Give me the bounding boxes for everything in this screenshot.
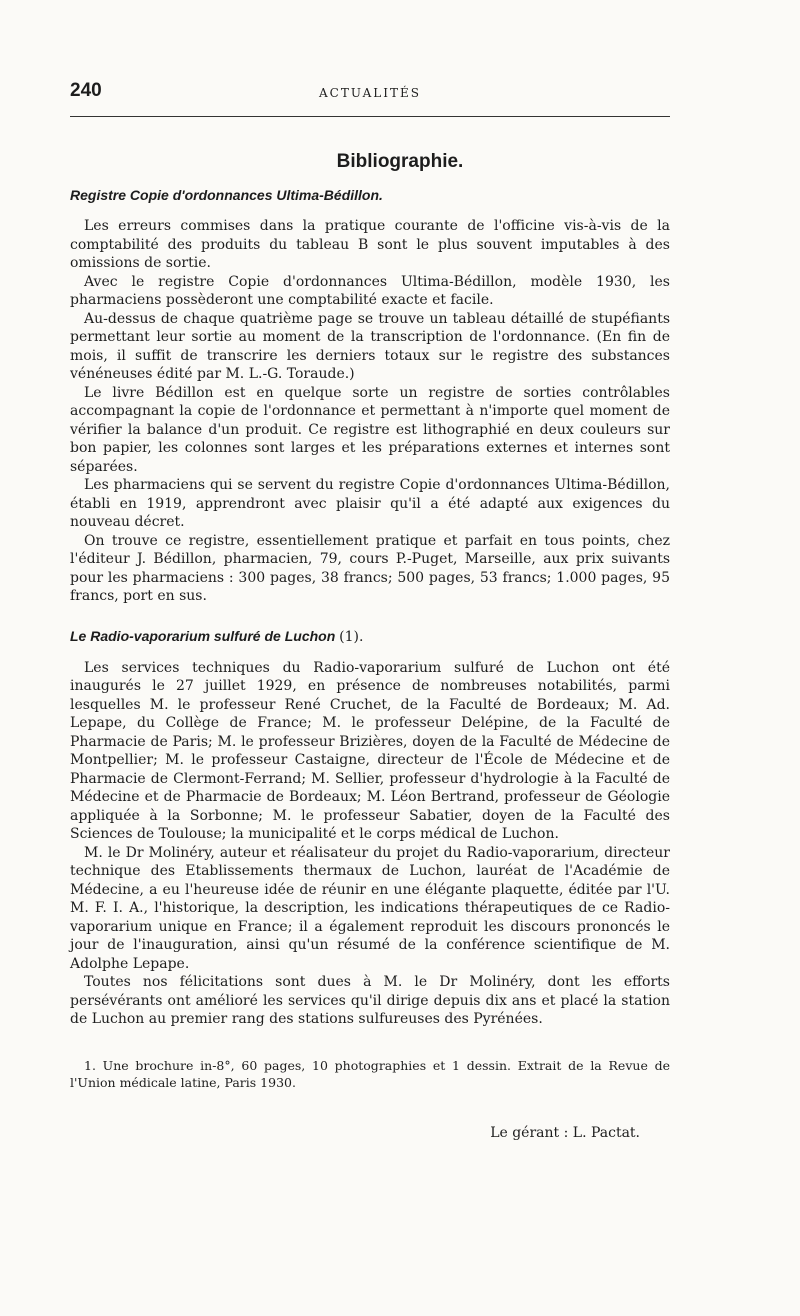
paragraph: Au-dessus de chaque quatrième page se trouve un tableau détaillé de stupéfiants permettant leur sortie au moment de la transcription de l'ordonnance. (En fin de mois, il suffit de transcrire les derniers totaux sur le registre des substances vénéneuses édité par M. L.-G. Toraude.) [70, 310, 670, 382]
page-number: 240 [70, 80, 102, 101]
paragraph: Les services techniques du Radio-vaporarium sulfuré de Luchon ont été inaugurés le 27 juillet 1929, en présence de nombreuses notabilités, parmi lesquelles M. le professeur René Cruchet, de la Faculté de Bordeaux; M. Ad. Lepape, du Collège de France; M. le professeur Delépine, de la Faculté de Pharmacie de Paris; M. le professeur Brizières, doyen de la Faculté de Médecine de Montpellier; M. le professeur Castaigne, directeur de l'École de Médecine et de Pharmacie de Clermont-Ferrand; M. Sellier, professeur d'hydrologie à la Faculté de Médecine et de Pharmacie de Bordeaux; M. Léon Bertrand, professeur de Géologie appliquée à la Sorbonne; M. le professeur Sabatier, doyen de la Faculté des Sciences de Toulouse; la municipalité et le corps médical de Luchon. [70, 659, 670, 842]
paragraph: On trouve ce registre, essentiellement pratique et parfait en tous points, chez l'éditeur J. Bédillon, pharmacien, 79, cours P.-Puget, Marseille, aux prix suivants pour les pharmaciens : 300 pages, 38 francs; 500 pages, 53 francs; 1.000 pages, 95 francs, port en sus. [70, 532, 670, 604]
page [70, 80, 670, 1141]
paragraph: M. le Dr Molinéry, auteur et réalisateur du projet du Radio-vaporarium, directeur technique des Etablissements thermaux de Luchon, lauréat de l'Académie de Médecine, a eu l'heureuse idée de réunir en une élégante plaquette, éditée par l'U. M. F. I. A., l'historique, la description, les indications thérapeutiques de ce Radio-vaporarium unique en France; il a également reproduit les discours prononcés le jour de l'inauguration, ainsi qu'un résumé de la conférence scientifique de M. Adolphe Lepape. [70, 844, 670, 972]
paragraph: Les erreurs commises dans la pratique courante de l'officine vis-à-vis de la comptabilité des produits du tableau B sont le plus souvent imputables à des omissions de sortie. [70, 218, 670, 271]
header-rule [70, 116, 670, 117]
paragraph: Les pharmaciens qui se servent du registre Copie d'ordonnances Ultima-Bédillon, établi en 1919, apprendront avec plaisir qu'il a été adapté aux exigences du nouveau décret. [70, 477, 670, 530]
section-title: Bibliographie. [336, 151, 464, 172]
running-title: ACTUALITÉS [319, 86, 421, 100]
article-title-text: Le Radio-vaporarium sulfuré de Luchon [70, 627, 336, 644]
paragraph: Toutes nos félicitations sont dues à M. le Dr Molinéry, dont les efforts persévérants ont amélioré les services qu'il dirige depuis dix ans et placé la station de Luchon au premier rang des stations sulfureuses des Pyrénées. [70, 974, 670, 1027]
paragraph: Avec le registre Copie d'ordonnances Ultima-Bédillon, modèle 1930, les pharmaciens possèderont une comptabilité exacte et facile. [70, 273, 670, 308]
signature: Le gérant : L. Pactat. [490, 1124, 640, 1141]
running-head [70, 80, 670, 108]
footnote: 1. Une brochure in-8°, 60 pages, 10 photographies et 1 dessin. Extrait de la Revue de l'Union médicale latine, Paris 1930. [70, 1057, 670, 1090]
article-title-radio-vaporarium [70, 628, 670, 645]
article-title-registre: Registre Copie d'ordonnances Ultima-Bédillon. [70, 187, 383, 203]
footnote-reference: (1). [339, 628, 364, 645]
paragraph: Le livre Bédillon est en quelque sorte un registre de sorties contrôlables accompagnant la copie de l'ordonnance et permettant à n'importe quel moment de vérifier la balance d'un produit. Ce registre est lithographié en deux couleurs sur bon papier, les colonnes sont larges et les préparations externes et internes sont séparées. [70, 384, 670, 475]
